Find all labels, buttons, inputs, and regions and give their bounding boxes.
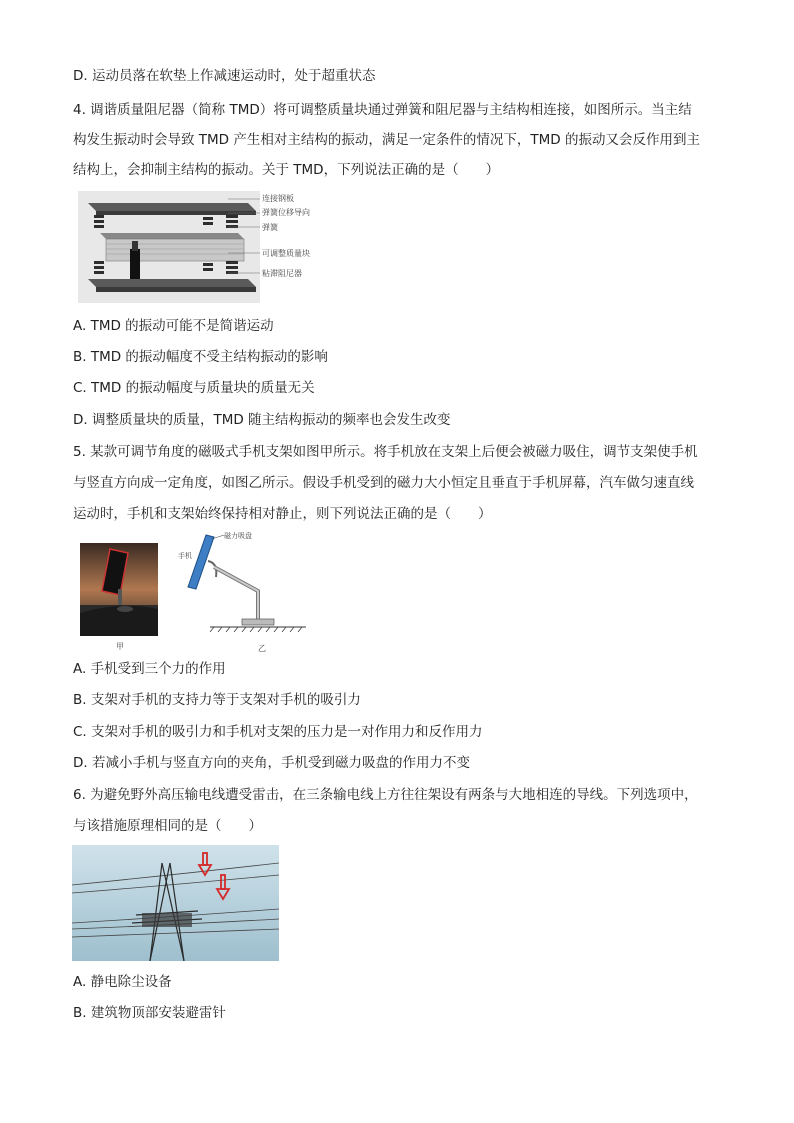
- q5-option-d: D. 若减小手机与竖直方向的夹角，手机受到磁力吸盘的作用力不变: [73, 755, 470, 771]
- label-magnet: 磁力吸盘: [224, 532, 252, 540]
- power-tower-photo: [72, 845, 279, 961]
- fig-caption-jia: 甲: [116, 642, 124, 651]
- q4-option-c: C. TMD 的振动幅度与质量块的质量无关: [73, 380, 315, 396]
- fig-caption-yi: 乙: [258, 644, 266, 653]
- q5-stem-line-2: 与竖直方向成一定角度，如图乙所示。假设手机受到的磁力大小恒定且垂直于手机屏幕，汽车做匀速直线: [73, 475, 694, 491]
- tmd-label-guide: 弹簧位移导向: [262, 208, 310, 217]
- q5-option-c: C. 支架对手机的吸引力和手机对支架的压力是一对作用力和反作用力: [73, 724, 483, 740]
- q5-stem-line-1: 5. 某款可调节角度的磁吸式手机支架如图甲所示。将手机放在支架上后便会被磁力吸住，调节支架使手机: [73, 444, 698, 460]
- tmd-figure: [78, 191, 318, 303]
- q6-option-a: A. 静电除尘设备: [73, 974, 172, 990]
- tmd-label-damper: 粘滞阻尼器: [262, 269, 302, 278]
- tmd-label-plate: 连接钢板: [262, 194, 294, 203]
- q5-option-b: B. 支架对手机的支持力等于支架对手机的吸引力: [73, 692, 361, 708]
- holder-schematic: [178, 531, 308, 641]
- phone-holder-photo: [80, 543, 158, 636]
- q4-option-b: B. TMD 的振动幅度不受主结构振动的影响: [73, 349, 328, 365]
- tmd-label-spring: 弹簧: [262, 223, 278, 232]
- q4-option-d: D. 调整质量块的质量，TMD 随主结构振动的频率也会发生改变: [73, 412, 451, 428]
- tower-illustration: [72, 845, 279, 961]
- phone-holder-diagram: [178, 531, 308, 641]
- car-phone-photo: [80, 543, 158, 636]
- q6-option-b: B. 建筑物顶部安装避雷针: [73, 1005, 226, 1021]
- q5-option-a: A. 手机受到三个力的作用: [73, 661, 226, 677]
- q6-stem-line-2: 与该措施原理相同的是（ ）: [73, 818, 262, 834]
- q4-option-a: A. TMD 的振动可能不是简谐运动: [73, 318, 274, 334]
- q4-stem-line-1: 4. 调谐质量阻尼器（简称 TMD）将可调整质量块通过弹簧和阻尼器与主结构相连接，如图所示。当主结: [73, 102, 692, 118]
- q3-option-d: D. 运动员落在软垫上作减速运动时，处于超重状态: [73, 68, 376, 84]
- label-phone: 手机: [178, 552, 192, 560]
- q4-stem-line-2: 构发生振动时会导致 TMD 产生相对主结构的振动，满足一定条件的情况下，TMD 的振动又会反作用到主: [73, 132, 700, 148]
- q6-stem-line-1: 6. 为避免野外高压输电线遭受雷击，在三条输电线上方往往架设有两条与大地相连的导线。下列选项中，: [73, 787, 698, 803]
- q5-stem-line-3: 运动时，手机和支架始终保持相对静止，则下列说法正确的是（ ）: [73, 506, 492, 522]
- tmd-label-mass: 可调整质量块: [262, 249, 310, 258]
- q4-stem-line-3: 结构上，会抑制主结构的振动。关于 TMD，下列说法正确的是（ ）: [73, 162, 500, 178]
